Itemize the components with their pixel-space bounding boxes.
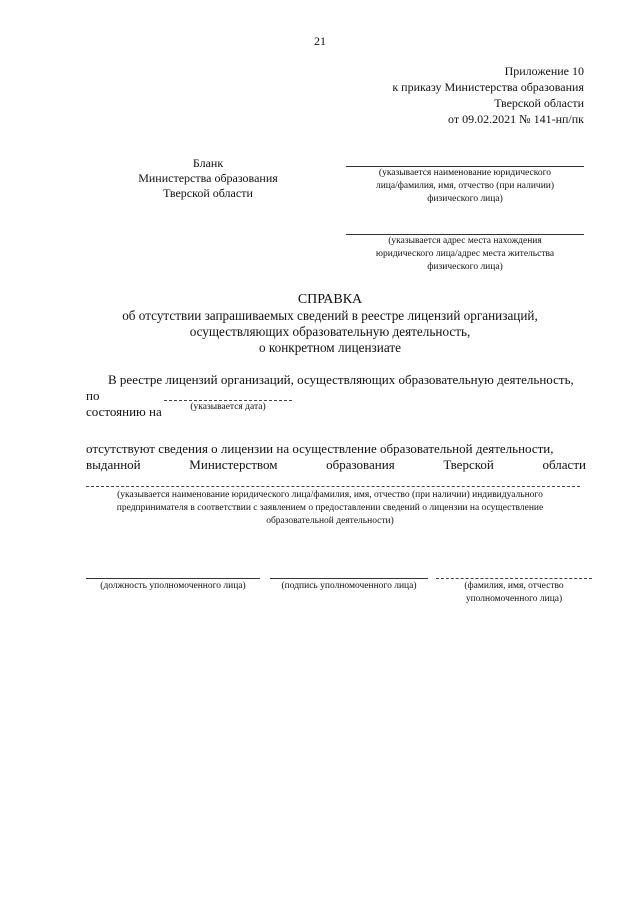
appendix-line: к приказу Министерства образования bbox=[392, 80, 584, 94]
title-line: осуществляющих образовательную деятельность, bbox=[189, 324, 471, 339]
letterhead-line: Министерства образования bbox=[138, 171, 278, 185]
document-title bbox=[60, 292, 600, 356]
para2-word: выданной bbox=[86, 457, 141, 472]
hint-line: уполномоченного лица) bbox=[465, 594, 563, 604]
para2-line2 bbox=[86, 457, 586, 473]
para1-cont-row bbox=[86, 404, 586, 420]
hint-line: юридического лица/адрес места жительства bbox=[375, 249, 555, 259]
hint-line: (указывается наименование юридического bbox=[378, 168, 552, 178]
letterhead-line: Бланк bbox=[192, 156, 224, 170]
para2-word: Министерством bbox=[189, 457, 278, 472]
hint-line: физического лица) bbox=[427, 262, 503, 272]
para1-cont: состоянию на bbox=[86, 404, 162, 419]
appendix-line: Приложение 10 bbox=[504, 64, 584, 78]
full-name-field-line[interactable] bbox=[436, 578, 592, 579]
recipient-address-hint bbox=[346, 235, 584, 274]
para2-word: области bbox=[542, 457, 586, 472]
hint-line: (фамилия, имя, отчество bbox=[464, 581, 564, 591]
letterhead bbox=[118, 156, 298, 201]
appendix-line: от 09.02.2021 № 141-нп/пк bbox=[448, 112, 584, 126]
hint-line: образовательной деятельности) bbox=[266, 516, 394, 526]
hint-line: лица/фамилия, имя, отчество (при наличии) bbox=[375, 181, 555, 191]
appendix-block bbox=[284, 63, 584, 127]
title-main: СПРАВКА bbox=[297, 292, 363, 307]
organization-field-line[interactable] bbox=[86, 486, 580, 487]
signature-field-line[interactable] bbox=[270, 578, 428, 579]
signature-hint: (подпись уполномоченного лица) bbox=[281, 581, 417, 591]
hint-line: физического лица) bbox=[427, 194, 503, 204]
appendix-line: Тверской области bbox=[494, 96, 584, 110]
para2-word: Тверской bbox=[443, 457, 494, 472]
hint-line: предпринимателя в соответствии с заявлением о предоставлении сведений о лицензии на осуществление bbox=[116, 503, 544, 513]
position-field-line[interactable] bbox=[86, 578, 260, 579]
para2-line1: отсутствуют сведения о лицензии на осуществление образовательной деятельности, bbox=[86, 441, 554, 456]
position-hint: (должность уполномоченного лица) bbox=[100, 581, 246, 591]
hint-line: (указывается наименование юридического лица/фамилия, имя, отчество (при наличии) индивидуального bbox=[117, 490, 543, 500]
hint-line: (указывается адрес места нахождения bbox=[388, 236, 542, 246]
full-name-hint bbox=[436, 580, 592, 606]
title-line: об отсутствии запрашиваемых сведений в реестре лицензий организаций, bbox=[122, 308, 538, 323]
organization-hint bbox=[70, 489, 590, 528]
recipient-name-hint bbox=[346, 167, 584, 206]
para2-word: образования bbox=[326, 457, 395, 472]
page-number: 21 bbox=[314, 34, 326, 48]
title-line: о конкретном лицензиате bbox=[259, 340, 401, 355]
paragraph-no-license bbox=[86, 441, 586, 473]
paragraph-registry-date bbox=[86, 372, 586, 420]
date-hint: (указывается дата) bbox=[190, 402, 266, 412]
para1-text: В реестре лицензий организаций, осуществляющих образовательную деятельность, по bbox=[86, 372, 574, 403]
letterhead-line: Тверской области bbox=[163, 186, 253, 200]
